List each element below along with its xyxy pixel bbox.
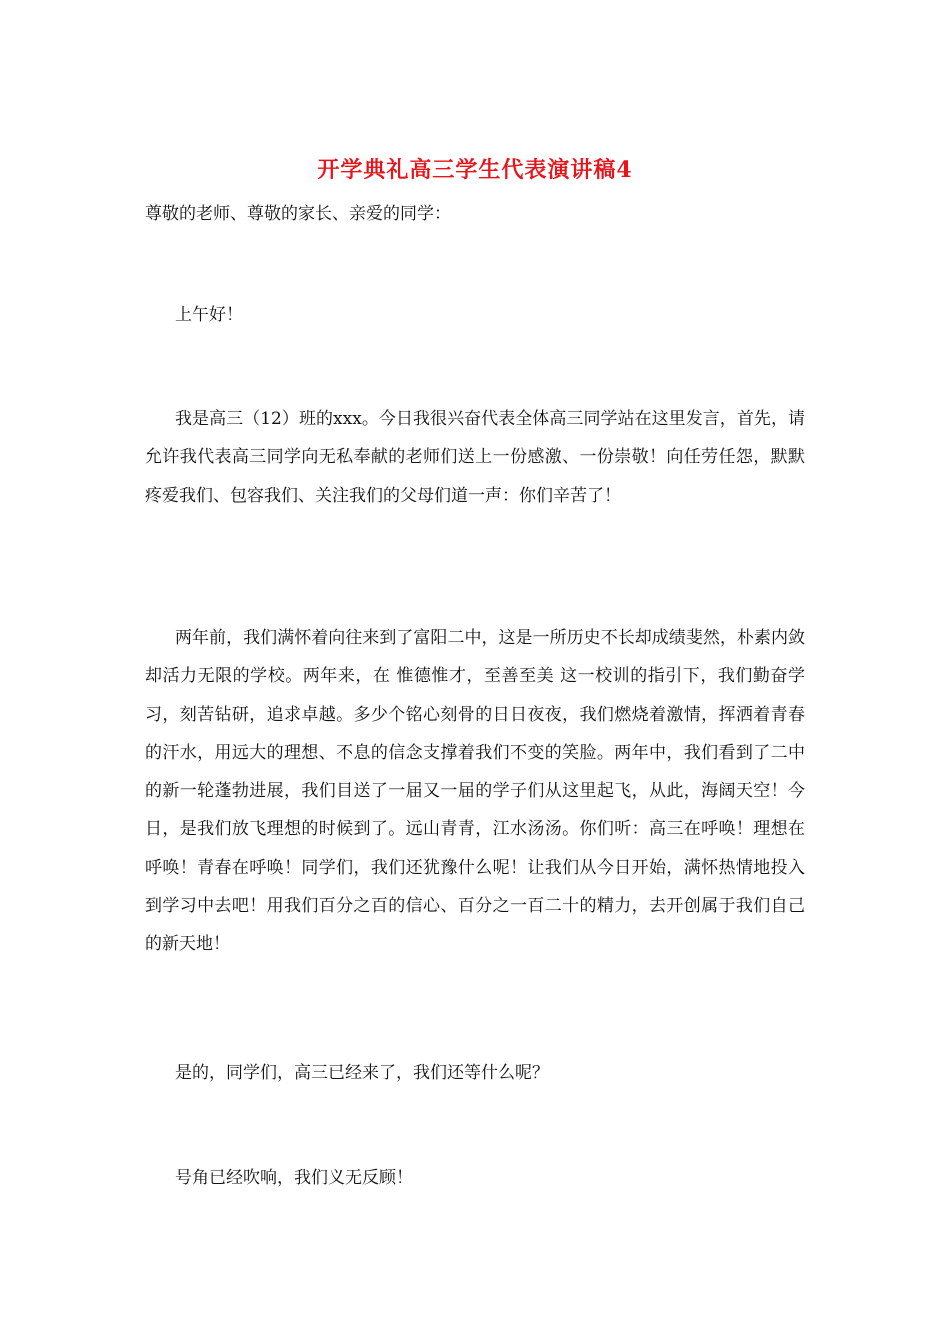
salutation: 尊敬的老师、尊敬的家长、亲爱的同学： [145,204,451,224]
document-title: 开学典礼高三学生代表演讲稿4 [317,157,633,183]
paragraph-greeting: 上午好！ [175,305,243,325]
paragraph-body: 两年前，我们满怀着向往来到了富阳二中，这是一所历史不长却成绩斐然，朴素内敛却活力无限的学校。两年来，在 惟德惟才，至善至美 这一校训的指引下，我们勤奋学习，刻苦钻研，追求卓越。多少个铭心刻骨的日日夜夜，我们燃烧着激情，挥洒着青春的汗水，用远大的理想、不息的信念支撑着我们不变的笑脸。两年中，我们看到了二中的新一轮蓬勃进展，我们目送了一届又一届的学子们从这里起飞，从此，海阔天空！今日，是我们放飞理想的时候到了。远山青青，江水汤汤。你们听：高三在呼唤！理想在呼唤！青春在呼唤！同学们，我们还犹豫什么呢！让我们从今日开始，满怀热情地投入到学习中去吧！用我们百分之百的信心、百分之一百二十的精力，去开创属于我们自己的新天地！ [145,628,805,955]
paragraph-question: 是的，同学们，高三已经来了，我们还等什么呢？ [175,1063,549,1083]
paragraph-closing: 号角已经吹响，我们义无反顾！ [175,1168,413,1188]
paragraph-introduction: 我是高三（12）班的xxx。今日我很兴奋代表全体高三同学站在这里发言，首先，请允许我代表高三同学向无私奉献的老师们送上一份感激、一份崇敬！向任劳任怨，默默疼爱我们、包容我们、关注我们的父母们道一声：你们辛苦了！ [145,409,805,506]
